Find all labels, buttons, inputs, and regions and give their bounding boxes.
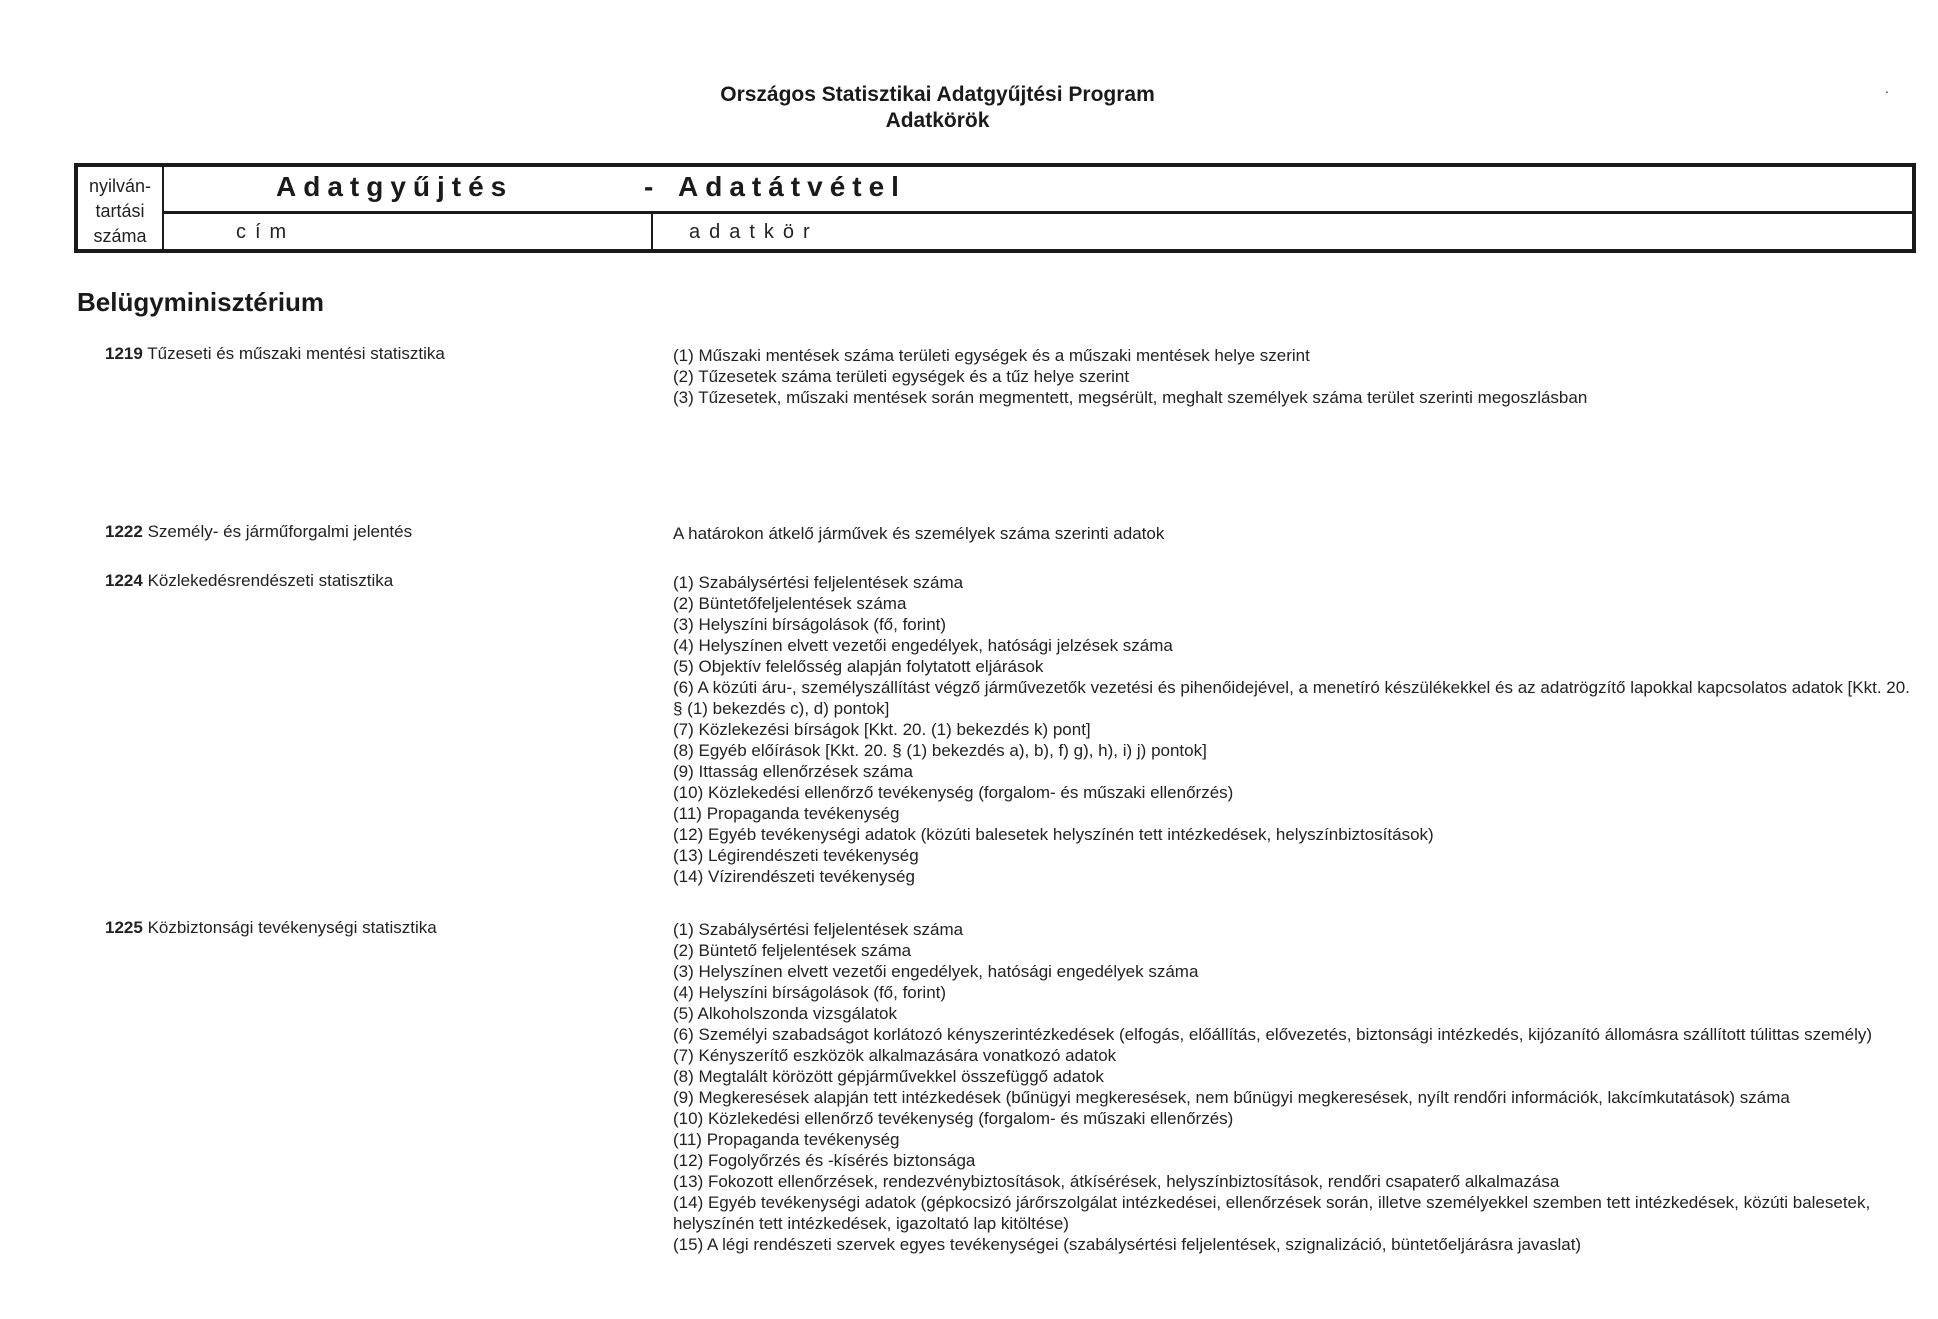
column-header-box (74, 163, 1916, 253)
header-title-collection: Adatgyűjtés (276, 171, 514, 202)
list-item: (7) Kényszerítő eszközök alkalmazására vonatkozó adatok (673, 1046, 1117, 1065)
entry-number: 1219 (105, 344, 143, 363)
list-item: (3) Tűzesetek, műszaki mentések során megmentett, megsérült, meghalt személyek száma terület szerinti megoszlásban (673, 388, 1588, 407)
entry-number: 1225 (105, 918, 143, 937)
label-line: tartási (95, 201, 145, 221)
header-title-transfer: Adatátvétel (678, 171, 906, 202)
document-title-line2: Adatkörök (885, 109, 990, 132)
entry-title: Közlekedésrendészeti statisztika (147, 571, 394, 590)
entry-items (673, 572, 1913, 887)
document-title-line1: Országos Statisztikai Adatgyűjtési Program (720, 83, 1155, 106)
list-item: (6) A közúti áru-, személyszállítást végző járművezetők vezetési és pihenőidejével, a menetíró készülékekkel és az adatrögzítő lapokkal kapcsolatos adatok [Kkt. 20. § (1) bekezdés c), d) pontok] (673, 678, 1910, 718)
entry-items (673, 523, 1913, 544)
list-item: (1) Szabálysértési feljelentések száma (673, 920, 964, 939)
header-sub-data-scope: adatkör (689, 221, 819, 243)
section-title: Belügyminisztérium (77, 287, 325, 317)
list-item: (14) Egyéb tevékenységi adatok (gépkocsizó járőrszolgálat intézkedései, ellenőrzések során, illetve személyekkel szemben tett intézkedések, közúti balesetek, helyszínén tett intézkedések, igazoltató lap kitöltése) (673, 1193, 1871, 1233)
list-item: (14) Vízirendészeti tevékenység (673, 867, 915, 886)
corner-mark: . (1885, 80, 1889, 96)
document-title (0, 82, 1875, 134)
list-item: (2) Büntető feljelentések száma (673, 941, 912, 960)
entry-items (673, 919, 1913, 1255)
list-item: (8) Megtalált körözött gépjárművekkel összefüggő adatok (673, 1067, 1104, 1086)
list-item: (11) Propaganda tevékenység (673, 804, 900, 823)
entry-heading (105, 570, 393, 591)
list-item: (6) Személyi szabadságot korlátozó kényszerintézkedések (elfogás, előállítás, elővezetés, biztonsági intézkedés, kijózanító állomásra szállított túlittas személy) (673, 1025, 1873, 1044)
list-item: (8) Egyéb előírások [Kkt. 20. § (1) bekezdés a), b), f) g), h), i) j) pontok] (673, 741, 1207, 760)
list-item: (3) Helyszínen elvett vezetői engedélyek, hatósági engedélyek száma (673, 962, 1199, 981)
entry-title: Személy- és járműforgalmi jelentés (147, 522, 413, 541)
list-item: (13) Légirendészeti tevékenység (673, 846, 919, 865)
header-divider-vertical (651, 214, 653, 249)
list-item: (7) Közlekezési bírságok [Kkt. 20. (1) bekezdés k) pont] (673, 720, 1091, 739)
list-item: (10) Közlekedési ellenőrző tevékenység (forgalom- és műszaki ellenőrzés) (673, 1109, 1234, 1128)
list-item: A határokon átkelő járművek és személyek száma szerinti adatok (673, 524, 1165, 543)
list-item: (2) Büntetőfeljelentések száma (673, 594, 907, 613)
list-item: (5) Alkoholszonda vizsgálatok (673, 1004, 897, 1023)
header-divider-horizontal (164, 211, 1912, 214)
list-item: (4) Helyszíni bírságolások (fő, forint) (673, 983, 947, 1002)
entry-heading (105, 521, 412, 542)
list-item: (3) Helyszíni bírságolások (fő, forint) (673, 615, 947, 634)
list-item: (5) Objektív felelősség alapján folytatott eljárások (673, 657, 1044, 676)
label-line: száma (93, 226, 147, 246)
list-item: (9) Megkeresések alapján tett intézkedések (bűnügyi megkeresések, nem bűnügyi megkeresések, nyílt rendőri információk, lakcímkutatások) száma (673, 1088, 1790, 1107)
entry-items (673, 345, 1913, 408)
list-item: (2) Tűzesetek száma területi egységek és a tűz helye szerint (673, 367, 1130, 386)
header-sub-title: cím (236, 221, 296, 243)
entry-heading (105, 343, 445, 364)
list-item: (12) Fogolyőrzés és -kísérés biztonsága (673, 1151, 976, 1170)
list-item: (13) Fokozott ellenőrzések, rendezvénybiztosítások, átkísérések, helyszínbiztosítások, rendőri csapaterő alkalmazása (673, 1172, 1560, 1191)
list-item: (1) Műszaki mentések száma területi egységek és a műszaki mentések helye szerint (673, 346, 1310, 365)
label-line: nyilván- (88, 176, 152, 196)
list-item: (12) Egyéb tevékenységi adatok (közúti balesetek helyszínén tett intézkedések, helyszínbiztosítások) (673, 825, 1434, 844)
registration-number-label (78, 167, 164, 249)
entry-title: Közbiztonsági tevékenységi statisztika (147, 918, 437, 937)
list-item: (15) A légi rendészeti szervek egyes tevékenységei (szabálysértési feljelentések, szignalizáció, büntetőeljárásra javaslat) (673, 1235, 1582, 1254)
list-item: (9) Ittasság ellenőrzések száma (673, 762, 913, 781)
list-item: (1) Szabálysértési feljelentések száma (673, 573, 964, 592)
entry-title: Tűzeseti és műszaki mentési statisztika (147, 344, 445, 363)
entry-number: 1222 (105, 522, 143, 541)
entry-number: 1224 (105, 571, 143, 590)
list-item: (4) Helyszínen elvett vezetői engedélyek, hatósági jelzések száma (673, 636, 1173, 655)
entry-heading (105, 917, 437, 938)
list-item: (11) Propaganda tevékenység (673, 1130, 900, 1149)
list-item: (10) Közlekedési ellenőrző tevékenység (forgalom- és műszaki ellenőrzés) (673, 783, 1234, 802)
header-title-dash: - (644, 171, 654, 202)
